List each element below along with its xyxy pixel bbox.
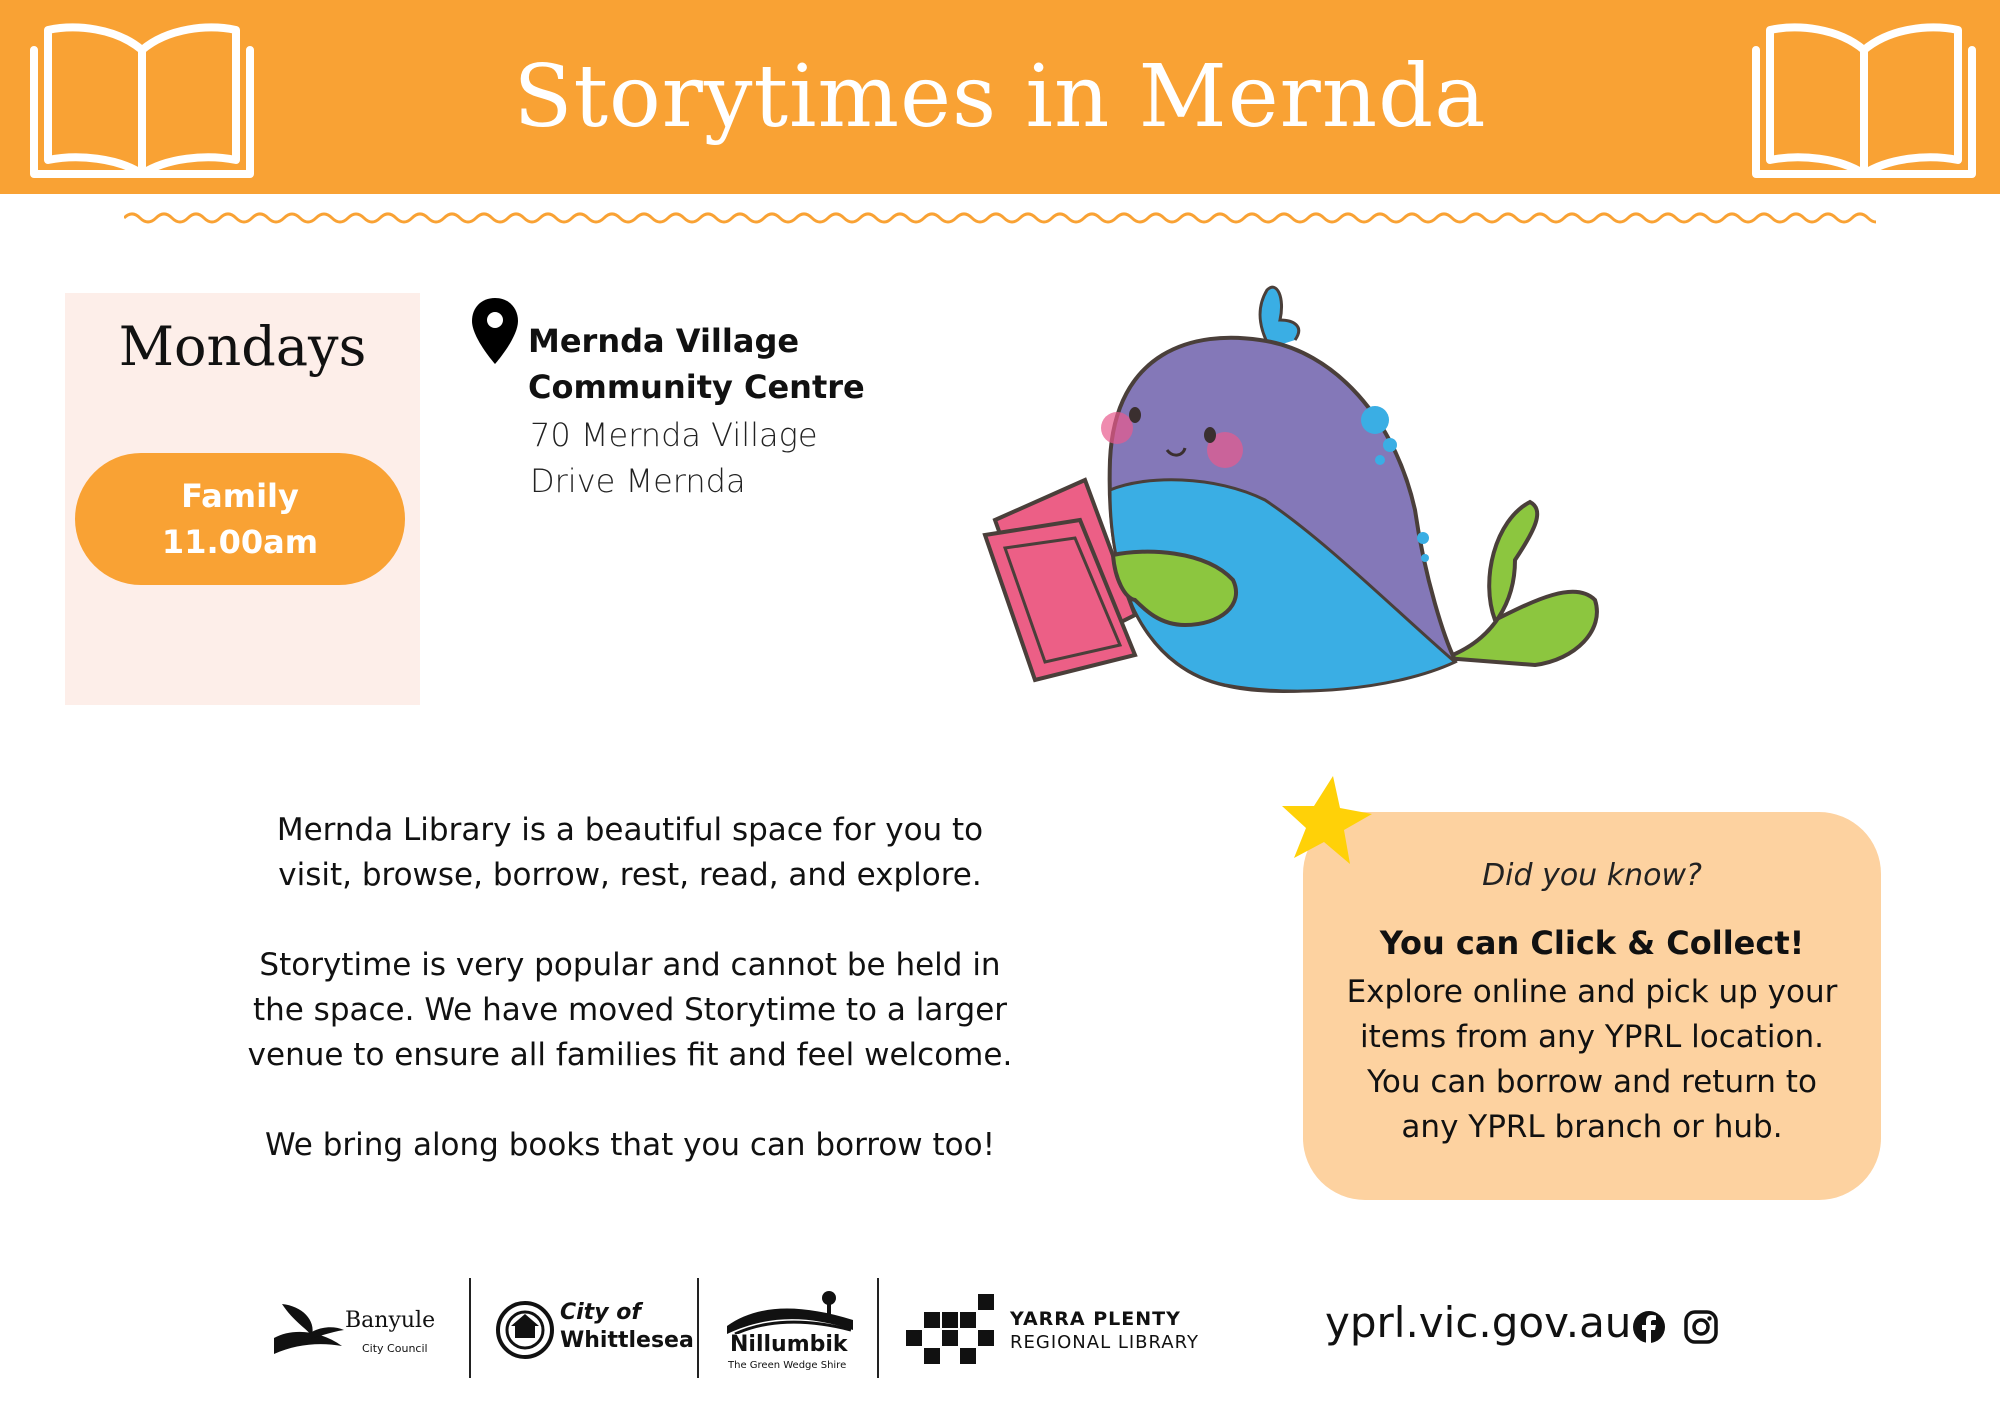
website-link[interactable]: yprl.vic.gov.au xyxy=(1325,1298,1632,1347)
info-body xyxy=(1323,970,1861,1150)
venue-address-line: 70 Mernda Village xyxy=(530,416,818,454)
description-paragraph xyxy=(230,1123,1030,1168)
location-pin-icon xyxy=(470,296,520,366)
footer-divider xyxy=(877,1278,879,1378)
info-line: items from any YPRL location. xyxy=(1359,1019,1825,1055)
footer-divider xyxy=(469,1278,471,1378)
venue-name-line: Community Centre xyxy=(528,368,865,406)
banyule-logo-sub: City Council xyxy=(362,1342,428,1355)
description-line: the space. We have moved Storytime to a larger xyxy=(252,992,1008,1028)
whittlesea-logo-line2: Whittlesea xyxy=(560,1328,694,1353)
banyule-logo-name: Banyule xyxy=(345,1308,436,1333)
info-line: Explore online and pick up your xyxy=(1346,974,1838,1010)
description-paragraph xyxy=(230,808,1030,898)
venue-address-line: Drive Mernda xyxy=(530,462,746,500)
day-label: Mondays xyxy=(118,315,367,378)
yprl-squares-icon xyxy=(906,1292,998,1366)
whittlesea-seal-icon xyxy=(495,1300,555,1360)
description-line: Storytime is very popular and cannot be held in xyxy=(259,947,1001,983)
did-you-know-box xyxy=(1303,812,1881,1200)
instagram-icon[interactable] xyxy=(1684,1310,1718,1344)
wavy-divider xyxy=(124,208,1876,228)
whale-reading-illustration xyxy=(975,280,1705,720)
schedule-card xyxy=(65,293,420,705)
info-kicker: Did you know? xyxy=(1482,858,1702,893)
nillumbik-logo-sub: The Green Wedge Shire xyxy=(728,1360,847,1371)
open-book-icon xyxy=(1748,14,1980,180)
description-line: We bring along books that you can borrow too! xyxy=(264,1127,996,1163)
description-text xyxy=(230,808,1030,1213)
info-line: any YPRL branch or hub. xyxy=(1401,1109,1783,1145)
star-icon xyxy=(1278,772,1374,868)
venue-address xyxy=(530,412,818,504)
nillumbik-logo-name: Nillumbik xyxy=(730,1332,848,1357)
info-heading: You can Click & Collect! xyxy=(1379,924,1805,962)
facebook-icon[interactable] xyxy=(1632,1310,1666,1344)
info-line: You can borrow and return to xyxy=(1367,1064,1817,1100)
venue-name xyxy=(528,318,865,410)
whittlesea-logo-line1: City of xyxy=(560,1300,641,1325)
session-time: 11.00am xyxy=(161,523,319,561)
description-paragraph xyxy=(230,943,1030,1078)
footer-divider xyxy=(697,1278,699,1378)
session-badge xyxy=(75,453,405,585)
description-line: visit, browse, borrow, rest, read, and explore. xyxy=(278,857,982,893)
yprl-logo-line2: REGIONAL LIBRARY xyxy=(1010,1332,1199,1353)
yprl-logo-line1: YARRA PLENTY xyxy=(1010,1308,1181,1330)
header-banner xyxy=(0,0,2000,194)
session-name: Family xyxy=(181,477,299,515)
venue-name-line: Mernda Village xyxy=(528,322,800,360)
page-title: Storytimes in Mernda xyxy=(513,47,1487,147)
nillumbik-hills-icon xyxy=(725,1290,855,1334)
description-line: Mernda Library is a beautiful space for you to xyxy=(276,812,984,848)
description-line: venue to ensure all families fit and feel welcome. xyxy=(247,1037,1013,1073)
banyule-bird-icon xyxy=(272,1298,346,1356)
